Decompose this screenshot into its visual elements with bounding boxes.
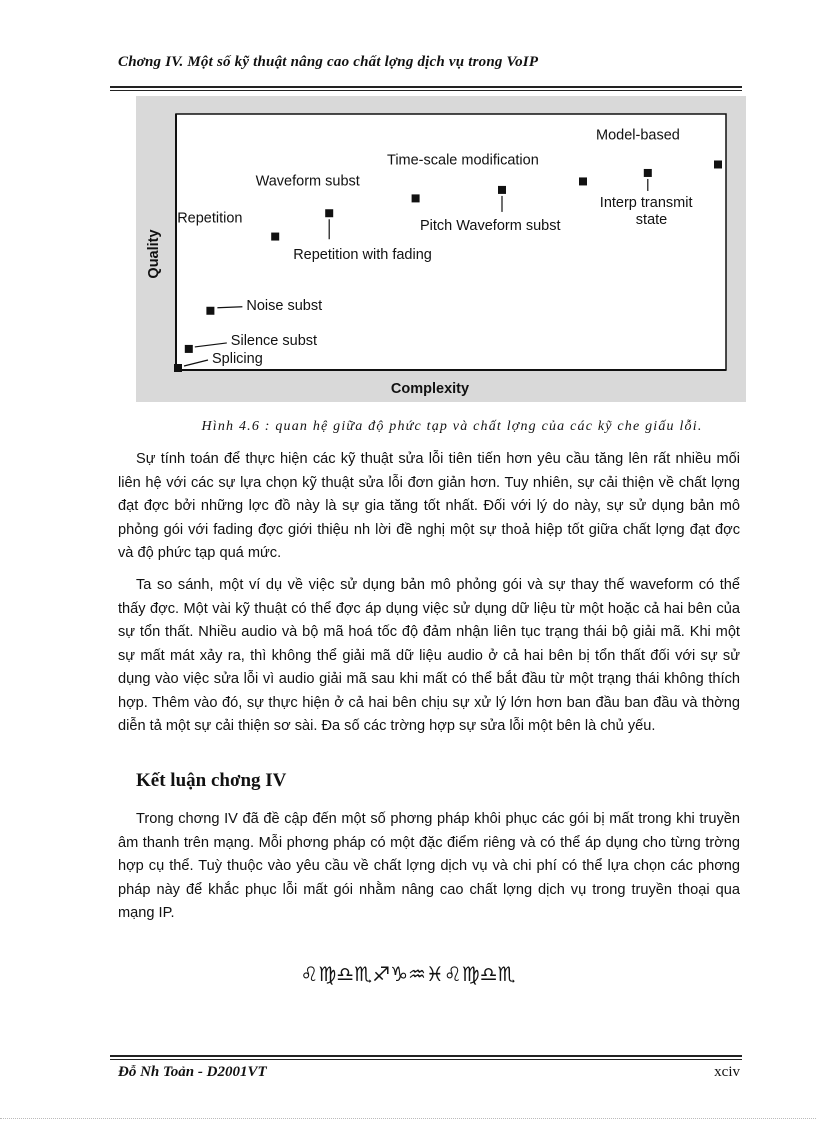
data-point-marker [498, 186, 506, 194]
conclusion-paragraph: Trong chơng IV đã đề cập đến một số phơng pháp khôi phục các gói bị mất trong khi truyền âm thanh trên mạng. Mỗi phơng pháp có một đặc điểm riêng và có thể áp dụng cho từng trờng hợp cụ thể. Tuỳ thuộc vào yêu cầu về chất lợng dịch vụ và chi phí có thể lựa chọn các phơng pháp này để khắc phục lỗi mất gói nhằm nâng cao chất lợng dịch vụ trong truyền thoại qua mạng IP. [118, 811, 740, 921]
ornament-divider: ♌♍♎♏♐♑♒♓♌♍♎♏ [300, 962, 516, 986]
footer-rule-thin [110, 1059, 742, 1060]
quality-complexity-figure [136, 96, 746, 402]
data-point-label: Interp transmit [599, 194, 693, 211]
data-point-label-line2: state [635, 211, 668, 228]
data-point-label: Repetition with fading [293, 247, 432, 264]
figure-svg [136, 96, 746, 402]
data-point-marker [271, 233, 279, 241]
data-point-marker [206, 307, 214, 315]
paragraph-2: Ta so sánh, một ví dụ về việc sử dụng bản mô phỏng gói và sự thay thế waveform có thể thấy đợc. Một vài kỹ thuật có thể đợc áp dụng việc sử dụng dữ liệu từ một hoặc cả hai bên của sự tổn thất. Nhiều audio và bộ mã hoá tốc độ đảm nhận liên tục trạng thái bộ giải mã. Khi một sự mất mát xảy ra, thì không thể giải mã dữ liệu audio ở cả hai bên bị tổn thất đối với sự sử dụng vào việc sửa lỗi vì audio giải mã sau khi mất có thể bắt đầu từ một trạng thái không thích hợp. Thêm vào đó, sự thực hiện ở cả hai bên chịu sự xử lý lớn hơn ban đầu ban đầu và thờng diễn tả một sự cải thiện sơ sài. Đa số các trờng hợp sự sửa lỗi một bên là chủ yếu. [118, 577, 740, 734]
data-point-label: Noise subst [246, 297, 323, 314]
data-point-label: Splicing [212, 351, 263, 367]
data-point-label: Model-based [596, 127, 680, 144]
data-point-label: Silence subst [230, 332, 318, 349]
data-point-marker [714, 160, 722, 168]
data-point-marker [412, 194, 420, 202]
page-number: xciv [714, 1064, 740, 1080]
footer-rule [110, 1055, 742, 1057]
data-point-label: Pitch Waveform subst [420, 217, 561, 234]
data-point-marker [579, 177, 587, 185]
x-axis-label: Complexity [390, 381, 470, 397]
paragraph-1: Sự tính toán để thực hiện các kỹ thuật sửa lỗi tiên tiến hơn yêu cầu tăng lên rất nhiều mối liên hệ với các sự lựa chọn kỹ thuật sửa lỗi đơn giản hơn. Tuy nhiên, sự cải thiện về chất lợng đạt đợc bởi những lợc đồ này là sự gia tăng tốt nhất. Đối với lý do này, sự sử dụng bản mô phỏng gói với fading đợc giới thiệu nh lời đề nghị một sự thoả hiệp tốt giữa chất lợng đạt đợc và độ phức tạp quá mức. [118, 451, 740, 561]
data-point-marker [174, 364, 182, 372]
section-title: Kết luận chơng IV [136, 770, 287, 791]
page-header: Chơng IV. Một số kỹ thuật nâng cao chất lợng dịch vụ trong VoIP [118, 54, 539, 70]
data-point-marker [325, 209, 333, 217]
figure-caption: Hình 4.6 : quan hệ giữa độ phức tạp và chất lợng của các kỹ che giấu lỗi. [201, 419, 703, 434]
data-point-label: Repetition [177, 210, 243, 227]
y-axis-label: Quality [146, 229, 162, 279]
header-rule-thin [110, 90, 742, 91]
data-point-marker [185, 345, 193, 353]
data-point-label: Waveform subst [255, 173, 360, 190]
footer-author: Đỗ Nh Toản - D2001VT [118, 1064, 267, 1080]
data-point-marker [644, 169, 652, 177]
bottom-dotted-rule [0, 1118, 816, 1119]
header-rule [110, 86, 742, 88]
data-point-label: Time-scale modification [387, 152, 539, 169]
